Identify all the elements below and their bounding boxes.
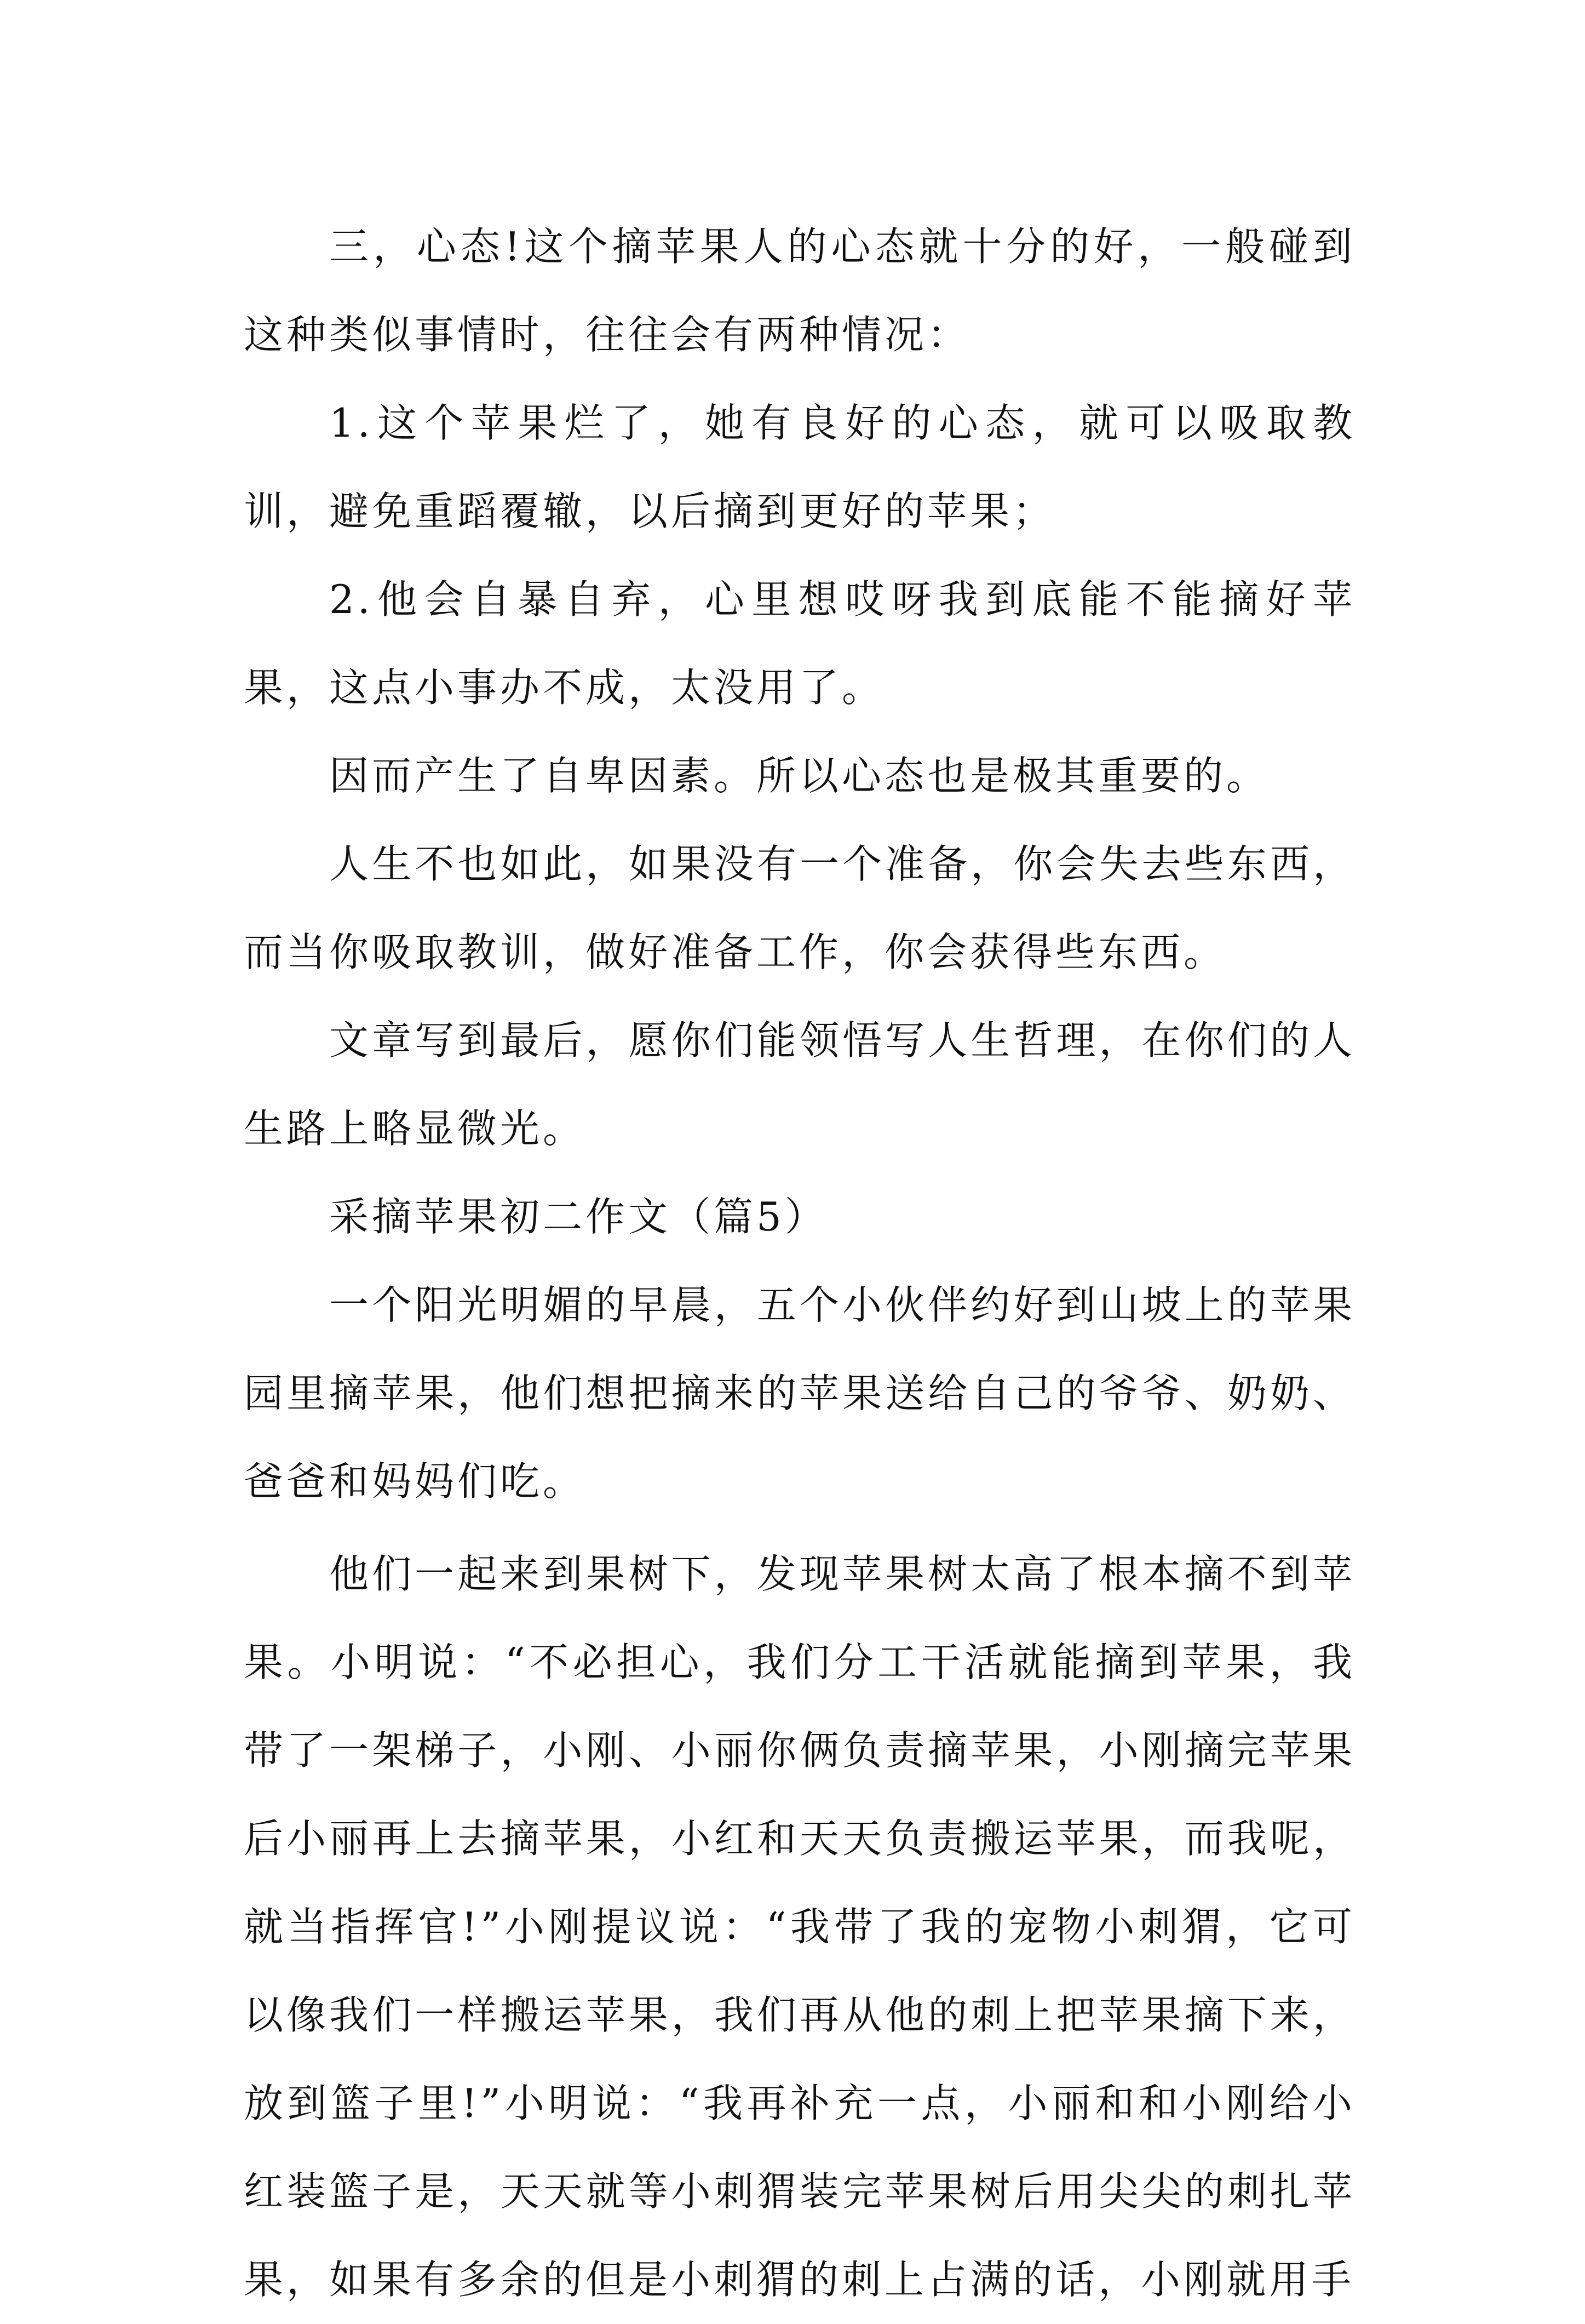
section-heading: 采摘苹果初二作文（篇5） [329, 1194, 828, 1240]
paragraph-1: 三，心态!这个摘苹果人的心态就十分的好，一般碰到这种类似事情时，往往会有两种情况： [244, 224, 1356, 358]
paragraph-4: 因而产生了自卑因素。所以心态也是极其重要的。 [329, 753, 1270, 799]
paragraph-3: 2.他会自暴自弃，心里想哎呀我到底能不能摘好苹果，这点小事办不成，太没用了。 [244, 576, 1356, 711]
paragraph-5: 人生不也如此，如果没有一个准备，你会失去些东西，而当你吸取教训，做好准备工作，你会获得些东西。 [244, 841, 1356, 975]
document-body [244, 203, 1356, 2324]
paragraph-6: 文章写到最后，愿你们能领悟写人生哲理，在你们的人生路上略显微光。 [244, 1017, 1356, 1152]
paragraph-2: 1.这个苹果烂了，她有良好的心态，就可以吸取教训，避免重蹈覆辙，以后摘到更好的苹果； [244, 400, 1356, 534]
paragraph-7: 一个阳光明媚的早晨，五个小伙伴约好到山坡上的苹果园里摘苹果，他们想把摘来的苹果送给自己的爷爷、奶奶、爸爸和妈妈们吃。 [244, 1282, 1356, 1504]
paragraph-8: 他们一起来到果树下，发现苹果树太高了根本摘不到苹果。小明说：“不必担心，我们分工干活就能摘到苹果，我带了一架梯子，小刚、小丽你俩负责摘苹果，小刚摘完苹果后小丽再上去摘苹果，小红和天天负责搬运苹果，而我呢，就当指挥官!”小刚提议说：“我带了我的宠物小刺猬，它可以像我们一样搬运苹果，我们再从他的刺上把苹果摘下来，放到篮子里!”小明说：“我再补充一点，小丽和和小刚给小红装篮子是，天天就等小刺猬装完苹果树后用尖尖的刺扎苹果，如果有多余的但是小刺猬的刺上占满的话，小刚就用手 [244, 1551, 1356, 2303]
